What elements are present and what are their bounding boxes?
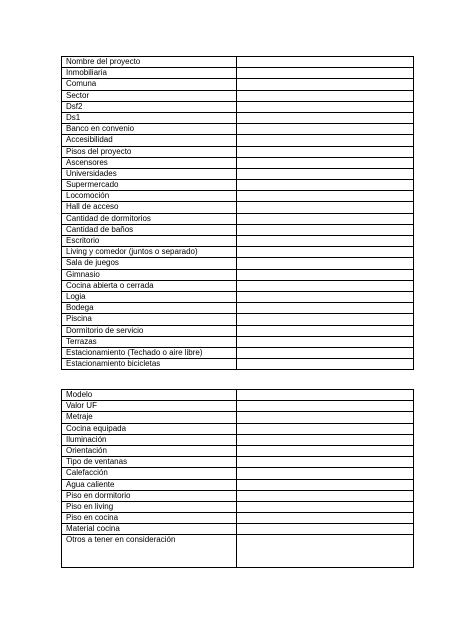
table-row <box>62 535 414 568</box>
row-value-cell[interactable] <box>237 112 414 123</box>
row-label: Terrazas <box>62 336 237 347</box>
row-value-cell[interactable] <box>237 57 414 68</box>
row-value-cell[interactable] <box>237 269 414 280</box>
row-value-cell[interactable] <box>237 247 414 258</box>
table-row <box>62 479 414 490</box>
project-info-table <box>61 56 414 370</box>
row-value-cell[interactable] <box>237 135 414 146</box>
row-label: Banco en convenio <box>62 124 237 135</box>
row-label: Sector <box>62 90 237 101</box>
row-value-cell[interactable] <box>237 524 414 535</box>
row-label: Otros a tener en consideración <box>62 535 237 568</box>
row-value-cell[interactable] <box>237 501 414 512</box>
row-value-cell[interactable] <box>237 336 414 347</box>
row-value-cell[interactable] <box>237 303 414 314</box>
row-label: Piso en living <box>62 501 237 512</box>
row-value-cell[interactable] <box>237 79 414 90</box>
row-value-cell[interactable] <box>237 101 414 112</box>
row-label: Orientación <box>62 445 237 456</box>
row-value-cell[interactable] <box>237 479 414 490</box>
table-row <box>62 135 414 146</box>
row-label: Dormitorio de servicio <box>62 325 237 336</box>
table-row <box>62 57 414 68</box>
row-label: Logia <box>62 291 237 302</box>
row-label: Cocina equipada <box>62 423 237 434</box>
row-value-cell[interactable] <box>237 445 414 456</box>
row-label: Tipo de ventanas <box>62 457 237 468</box>
row-label: Sala de juegos <box>62 258 237 269</box>
row-label: Nombre del proyecto <box>62 57 237 68</box>
row-label: Dsf2 <box>62 101 237 112</box>
row-label: Supermercado <box>62 180 237 191</box>
row-label: Ds1 <box>62 112 237 123</box>
row-label: Agua caliente <box>62 479 237 490</box>
row-label: Accesibilidad <box>62 135 237 146</box>
row-label: Metraje <box>62 412 237 423</box>
table-row <box>62 202 414 213</box>
row-value-cell[interactable] <box>237 535 414 568</box>
row-value-cell[interactable] <box>237 347 414 358</box>
row-value-cell[interactable] <box>237 412 414 423</box>
row-label: Locomoción <box>62 191 237 202</box>
table-row <box>62 423 414 434</box>
row-value-cell[interactable] <box>237 423 414 434</box>
unit-details-table <box>61 389 414 568</box>
row-label: Piscina <box>62 314 237 325</box>
row-label: Calefacción <box>62 468 237 479</box>
table-row <box>62 401 414 412</box>
row-value-cell[interactable] <box>237 191 414 202</box>
table-row <box>62 303 414 314</box>
row-value-cell[interactable] <box>237 390 414 401</box>
table-row <box>62 236 414 247</box>
unit-details-table-body <box>62 390 414 568</box>
table-row <box>62 291 414 302</box>
table-row <box>62 213 414 224</box>
row-value-cell[interactable] <box>237 124 414 135</box>
row-label: Bodega <box>62 303 237 314</box>
row-value-cell[interactable] <box>237 224 414 235</box>
table-row <box>62 180 414 191</box>
row-label: Gimnasio <box>62 269 237 280</box>
table-row <box>62 468 414 479</box>
row-value-cell[interactable] <box>237 180 414 191</box>
table-row <box>62 501 414 512</box>
row-value-cell[interactable] <box>237 291 414 302</box>
row-value-cell[interactable] <box>237 314 414 325</box>
row-label: Living y comedor (juntos o separado) <box>62 247 237 258</box>
row-value-cell[interactable] <box>237 168 414 179</box>
table-row <box>62 280 414 291</box>
row-label: Modelo <box>62 390 237 401</box>
table-row <box>62 325 414 336</box>
table-row <box>62 445 414 456</box>
table-row <box>62 224 414 235</box>
row-value-cell[interactable] <box>237 468 414 479</box>
table-row <box>62 101 414 112</box>
row-label: Cocina abierta o cerrada <box>62 280 237 291</box>
row-label: Estacionamiento bicicletas <box>62 359 237 370</box>
row-value-cell[interactable] <box>237 157 414 168</box>
table-row <box>62 112 414 123</box>
row-value-cell[interactable] <box>237 434 414 445</box>
row-label: Material cocina <box>62 524 237 535</box>
table-row <box>62 157 414 168</box>
row-value-cell[interactable] <box>237 490 414 501</box>
row-value-cell[interactable] <box>237 90 414 101</box>
row-label: Ascensores <box>62 157 237 168</box>
row-value-cell[interactable] <box>237 325 414 336</box>
row-value-cell[interactable] <box>237 457 414 468</box>
table-row <box>62 524 414 535</box>
table-row <box>62 434 414 445</box>
table-row <box>62 68 414 79</box>
row-value-cell[interactable] <box>237 68 414 79</box>
table-row <box>62 314 414 325</box>
table-row <box>62 146 414 157</box>
row-value-cell[interactable] <box>237 146 414 157</box>
table-row <box>62 336 414 347</box>
row-value-cell[interactable] <box>237 202 414 213</box>
table-row <box>62 258 414 269</box>
row-value-cell[interactable] <box>237 401 414 412</box>
row-value-cell[interactable] <box>237 213 414 224</box>
row-label: Estacionamiento (Techado o aire libre) <box>62 347 237 358</box>
table-row <box>62 191 414 202</box>
row-label: Escritorio <box>62 236 237 247</box>
row-value-cell[interactable] <box>237 236 414 247</box>
table-row <box>62 79 414 90</box>
row-value-cell[interactable] <box>237 280 414 291</box>
row-value-cell[interactable] <box>237 513 414 524</box>
table-row <box>62 269 414 280</box>
table-row <box>62 124 414 135</box>
row-label: Cantidad de baños <box>62 224 237 235</box>
row-value-cell[interactable] <box>237 258 414 269</box>
table-row <box>62 490 414 501</box>
row-label: Universidades <box>62 168 237 179</box>
table-row <box>62 247 414 258</box>
row-label: Comuna <box>62 79 237 90</box>
row-label: Piso en dormitorio <box>62 490 237 501</box>
row-label: Piso en cocina <box>62 513 237 524</box>
table-row <box>62 347 414 358</box>
row-label: Hall de acceso <box>62 202 237 213</box>
table-row <box>62 359 414 370</box>
row-label: Valor UF <box>62 401 237 412</box>
project-info-table-body <box>62 57 414 370</box>
row-value-cell[interactable] <box>237 359 414 370</box>
table-row <box>62 90 414 101</box>
row-label: Pisos del proyecto <box>62 146 237 157</box>
table-row <box>62 513 414 524</box>
row-label: Cantidad de dormitorios <box>62 213 237 224</box>
table-row <box>62 390 414 401</box>
row-label: Inmobiliaria <box>62 68 237 79</box>
table-row <box>62 168 414 179</box>
table-row <box>62 457 414 468</box>
table-row <box>62 412 414 423</box>
row-label: Iluminación <box>62 434 237 445</box>
